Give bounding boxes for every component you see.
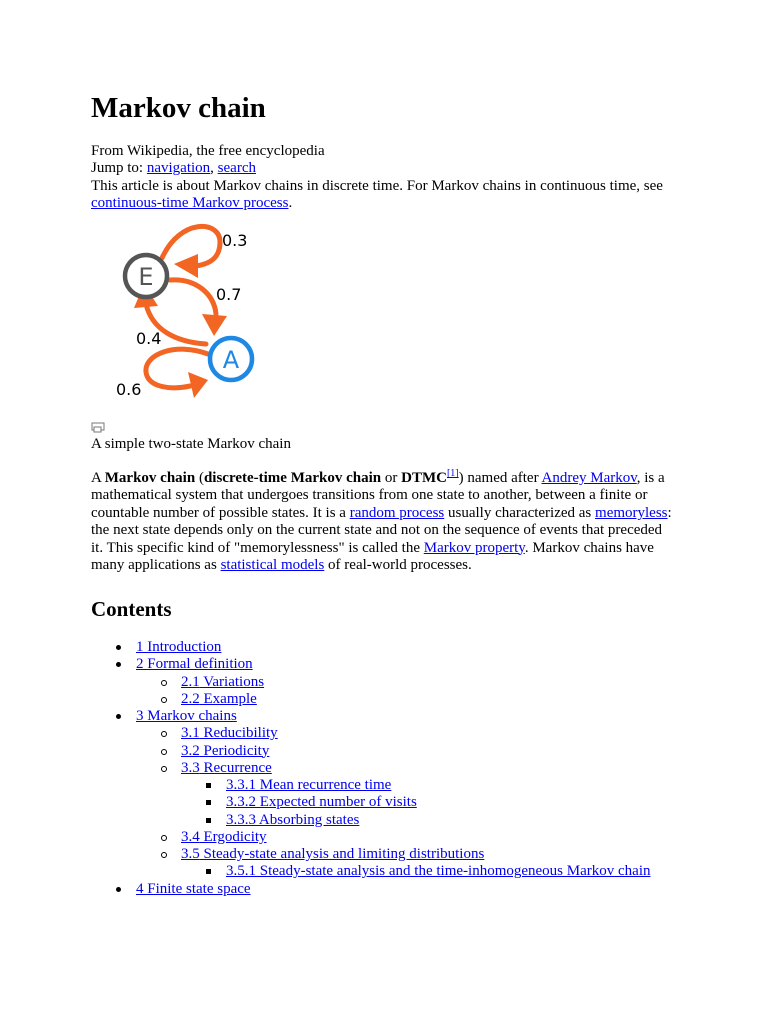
intro-text: . Markov chains have	[524, 539, 654, 556]
intro-text: it. This specific kind of "memorylessness" is called the	[91, 539, 424, 556]
toc-number: 3	[136, 708, 144, 725]
bullet-icon	[161, 766, 167, 772]
arrowhead-e-to-e	[174, 254, 198, 278]
intro-text: (	[195, 470, 204, 486]
andrey-markov-link[interactable]: Andrey Markov	[541, 470, 637, 486]
bullet-icon	[116, 662, 121, 667]
toc-label: Expected number of visits	[256, 794, 417, 811]
memoryless-link[interactable]: memoryless	[595, 504, 668, 521]
toc-label: Ergodicity	[199, 828, 267, 845]
bullet-icon	[116, 645, 121, 650]
term-dtmc: DTMC	[401, 470, 447, 486]
toc-number: 3.3.3	[226, 811, 256, 828]
bullet-icon	[161, 697, 167, 703]
hatnote-line-2	[91, 195, 292, 212]
statistical-models-link[interactable]: statistical models	[220, 556, 325, 573]
page-title: Markov chain	[91, 92, 266, 124]
intro-text: many applications as	[91, 556, 221, 573]
toc-link[interactable]	[181, 691, 257, 708]
toc-number: 3.5	[181, 846, 200, 863]
state-e-label: E	[138, 263, 154, 291]
toc-number: 3.2	[181, 742, 200, 759]
bullet-icon	[161, 835, 167, 841]
intro-line-1	[91, 470, 681, 487]
toc-number: 1	[136, 639, 144, 655]
toc-item	[0, 725, 768, 742]
prob-e-a: 0.7	[216, 285, 242, 304]
markov-property-link[interactable]: Markov property	[423, 539, 525, 556]
term-discrete-time: discrete-time Markov chain	[203, 470, 382, 486]
toc-label: Formal definition	[143, 656, 253, 673]
toc-number: 3.3.2	[226, 794, 256, 811]
arrow-e-to-a	[170, 280, 216, 314]
bullet-icon	[161, 852, 167, 858]
toc-link[interactable]	[181, 725, 278, 742]
toc-number: 3.3.1	[226, 777, 256, 794]
intro-text: of real-world processes.	[324, 556, 472, 573]
toc-item	[0, 656, 768, 673]
toc-item	[0, 674, 768, 691]
citation-1-link[interactable]: [1]	[446, 468, 459, 479]
jump-separator: ,	[210, 160, 214, 176]
toc-item	[0, 794, 768, 811]
state-a-label: A	[222, 346, 240, 374]
prob-a-a: 0.6	[116, 380, 142, 399]
intro-line-5	[91, 540, 681, 557]
toc-number: 3.5.1	[226, 863, 256, 880]
toc-label: Markov chains	[143, 708, 237, 725]
toc-label: Steady-state analysis and the time-inhomogeneous Markov chain	[256, 863, 651, 880]
toc-label: Absorbing states	[256, 811, 360, 828]
toc-label: Reducibility	[199, 725, 278, 742]
jump-search-link[interactable]: search	[217, 160, 256, 176]
toc-number: 4	[136, 880, 144, 897]
bullet-icon	[116, 714, 121, 719]
toc-link[interactable]	[136, 881, 251, 898]
bullet-icon	[161, 749, 167, 755]
intro-line-6	[91, 557, 681, 574]
toc-item	[0, 846, 768, 863]
toc-item	[0, 863, 768, 880]
toc-label: Periodicity	[199, 742, 270, 759]
intro-line-4: the next state depends only on the current state and not on the sequence of events that preceded	[91, 522, 663, 539]
arrowhead-e-to-a	[202, 314, 227, 336]
toc-item	[0, 760, 768, 777]
intro-text: or	[381, 470, 402, 486]
bullet-icon	[161, 680, 167, 686]
prob-e-e: 0.3	[222, 231, 248, 250]
toc-number: 3.4	[181, 828, 200, 845]
toc-link[interactable]	[136, 639, 221, 656]
toc-item	[0, 691, 768, 708]
jump-links	[91, 160, 256, 177]
toc-link[interactable]	[226, 794, 417, 811]
intro-text: usually characterized as	[444, 504, 596, 521]
jump-label: Jump to:	[91, 160, 144, 176]
hatnote-end: .	[288, 195, 293, 211]
bullet-icon	[206, 869, 211, 874]
jump-navigation-link[interactable]: navigation	[146, 160, 211, 176]
toc-number: 3.3	[181, 759, 200, 776]
toc-link[interactable]	[136, 708, 237, 725]
toc-item	[0, 743, 768, 760]
continuous-time-markov-link[interactable]: continuous-time Markov process	[91, 195, 289, 211]
toc-link[interactable]	[226, 812, 359, 829]
random-process-link[interactable]: random process	[349, 504, 445, 521]
toc-link[interactable]	[181, 846, 484, 863]
intro-text: , is a	[636, 470, 665, 486]
toc-number: 2	[136, 656, 144, 673]
toc-label: Mean recurrence time	[256, 777, 392, 794]
enlarge-icon[interactable]	[91, 422, 107, 434]
bullet-icon	[206, 818, 211, 823]
contents-heading: Contents	[91, 597, 172, 621]
toc-link[interactable]	[181, 829, 267, 846]
toc-number: 2.1	[181, 673, 200, 690]
site-subtitle: From Wikipedia, the free encyclopedia	[91, 143, 325, 159]
toc-label: Introduction	[143, 639, 222, 655]
toc-label: Recurrence	[199, 759, 272, 776]
bullet-icon	[206, 783, 211, 788]
toc-link[interactable]	[226, 863, 650, 880]
toc-item	[0, 708, 768, 725]
figure-caption: A simple two-state Markov chain	[91, 436, 291, 452]
intro-line-2: mathematical system that undergoes transitions from one state to another, between a finite or	[91, 487, 648, 504]
arrowhead-a-to-a	[188, 372, 208, 398]
term-markov-chain: Markov chain	[104, 470, 196, 486]
bullet-icon	[116, 887, 121, 892]
toc-link[interactable]	[226, 777, 391, 794]
intro-text: ) named after	[458, 470, 542, 486]
toc-label: Finite state space	[143, 880, 251, 897]
prob-a-e: 0.4	[136, 329, 162, 348]
toc-item	[0, 812, 768, 829]
toc-label: Example	[199, 690, 257, 707]
toc-number: 2.2	[181, 690, 200, 707]
hatnote-line-1: This article is about Markov chains in discrete time. For Markov chains in continuous time, see	[91, 178, 663, 194]
table-of-contents	[0, 639, 768, 898]
toc-link[interactable]	[181, 674, 264, 691]
markov-chain-diagram	[96, 218, 276, 408]
toc-label: Steady-state analysis and limiting distributions	[199, 846, 485, 863]
intro-paragraph	[91, 470, 681, 574]
toc-item	[0, 777, 768, 794]
toc-item	[0, 881, 768, 898]
toc-number: 3.1	[181, 725, 200, 742]
intro-line-3	[91, 505, 681, 522]
toc-label: Variations	[199, 673, 265, 690]
toc-link[interactable]	[136, 656, 253, 673]
toc-item	[0, 829, 768, 846]
intro-text: A	[91, 470, 105, 486]
bullet-icon	[206, 800, 211, 805]
toc-link[interactable]	[181, 743, 269, 760]
intro-text: countable number of possible states. It is a	[91, 504, 350, 521]
intro-text: :	[667, 504, 672, 521]
bullet-icon	[161, 731, 167, 737]
toc-item	[0, 639, 768, 656]
toc-link[interactable]	[181, 760, 272, 777]
